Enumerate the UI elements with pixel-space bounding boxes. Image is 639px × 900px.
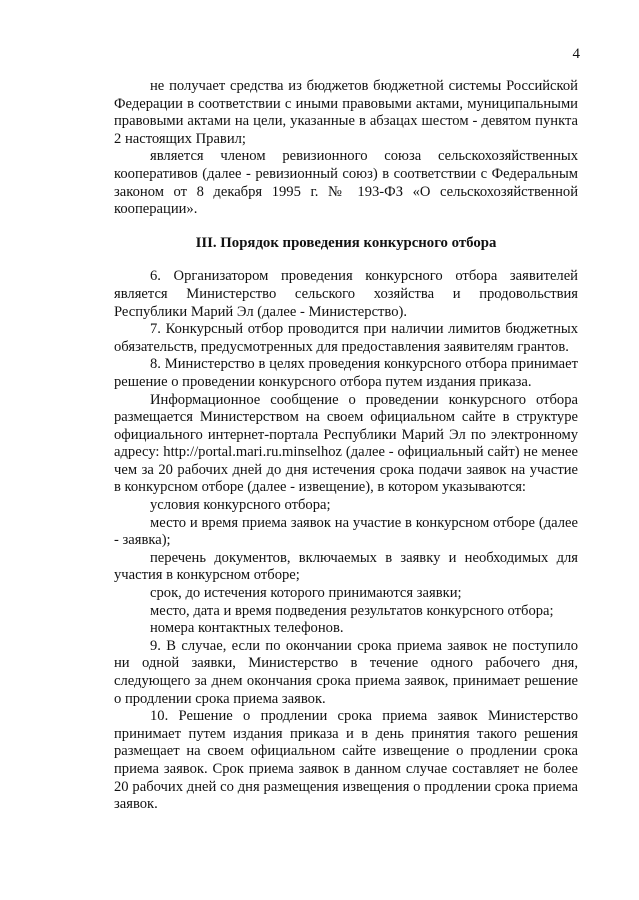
- list-item-documents: перечень документов, включаемых в заявку и необходимых для участия в конкурсном отборе;: [114, 549, 578, 584]
- paragraph-6: 6. Организатором проведения конкурсного отбора заявителей является Министерство сельского хозяйства и продовольствия Республики Марий Эл (далее - Министерство).: [114, 268, 578, 320]
- section-heading: III. Порядок проведения конкурсного отбора: [195, 234, 497, 251]
- list-item-deadline: срок, до истечения которого принимаются заявки;: [150, 585, 462, 602]
- intro-paragraph-1: не получает средства из бюджетов бюджетной системы Российской Федерации в соответствии с иными правовыми актами, муниципальными правовыми актами на цели, указанные в абзацах шестом - девятом пункта 2 настоящих Правил;: [114, 78, 578, 147]
- list-item-phones: номера контактных телефонов.: [150, 620, 344, 637]
- paragraph-9: 9. В случае, если по окончании срока приема заявок не поступило ни одной заявки, Министерство в течение одного рабочего дня, следующего за днем окончания срока приема заявок, принимает решение о продлении срока приема заявок.: [114, 637, 578, 707]
- list-item-place-time: место и время приема заявок на участие в конкурсном отборе (далее - заявка);: [114, 514, 578, 549]
- page-number: 4: [572, 46, 580, 62]
- paragraph-10: 10. Решение о продлении срока приема заявок Министерство принимает путем издания приказа и в день принятия такого решения размещает на своем официальном сайте извещение о продлении срока приема заявок. Срок приема заявок в данном случае составляет не более 20 рабочих дней со дня размещения извещения о продлении срока приема заявок.: [114, 708, 578, 813]
- paragraph-info-message: Информационное сообщение о проведении конкурсного отбора размещается Министерством на своем официальном сайте в структуре официального интернет-портала Республики Марий Эл по электронному адресу: http://portal.mari.ru.minselhoz (далее - официальный сайт) не менее чем за 20 рабочих дней до дня истечения срока подачи заявок на участие в конкурсном отборе (далее - извещение), в котором указываются:: [114, 391, 578, 496]
- list-item-conditions: условия конкурсного отбора;: [150, 497, 331, 514]
- paragraph-7: 7. Конкурсный отбор проводится при наличии лимитов бюджетных обязательств, предусмотренных для предоставления заявителям грантов.: [114, 321, 578, 355]
- document-body: [114, 78, 578, 814]
- list-item-results: место, дата и время подведения результатов конкурсного отбора;: [150, 602, 554, 619]
- intro-paragraph-2: является членом ревизионного союза сельскохозяйственных кооперативов (далее - ревизионный союз) в соответствии с Федеральным законом от 8 декабря 1995 г. № 193-ФЗ «О сельскохозяйственной кооперации».: [114, 148, 578, 218]
- paragraph-8: 8. Министерство в целях проведения конкурсного отбора принимает решение о проведении конкурсного отбора путем издания приказа.: [114, 356, 578, 390]
